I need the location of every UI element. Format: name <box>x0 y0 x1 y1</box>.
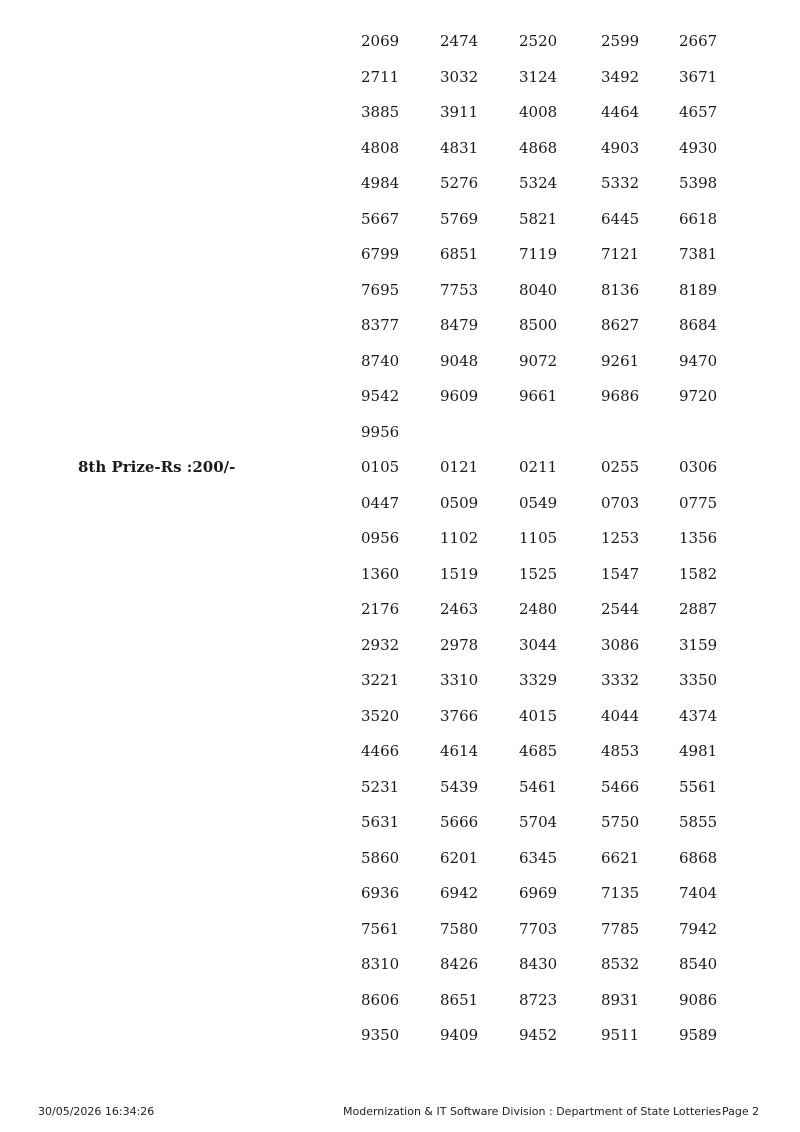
ticket-number: 3350 <box>679 671 718 689</box>
ticket-number: 3086 <box>601 635 640 654</box>
ticket-number: 8740 <box>361 351 400 370</box>
ticket-number: 2667 <box>679 32 718 50</box>
ticket-number: 2544 <box>601 600 640 618</box>
ticket-number: 5439 <box>440 777 479 796</box>
footer-page-number: Page 2 <box>722 1105 760 1118</box>
ticket-number: 7703 <box>519 919 558 938</box>
ticket-number: 8627 <box>601 316 640 334</box>
ticket-number: 4853 <box>601 742 640 760</box>
ticket-number: 0306 <box>679 458 718 476</box>
number-row <box>0 244 800 264</box>
ticket-number: 0509 <box>440 493 479 512</box>
number-row <box>0 67 800 87</box>
ticket-number: 5750 <box>601 813 640 831</box>
ticket-number: 5821 <box>519 209 558 228</box>
ticket-number: 6445 <box>601 209 640 228</box>
ticket-number: 4868 <box>519 138 558 157</box>
number-row <box>0 31 800 51</box>
ticket-number: 5332 <box>601 174 640 192</box>
ticket-number: 1519 <box>440 564 479 583</box>
ticket-number: 0703 <box>601 493 640 512</box>
ticket-number: 5704 <box>519 813 558 831</box>
ticket-number: 7561 <box>361 919 400 938</box>
ticket-number: 2463 <box>440 600 479 618</box>
ticket-number: 9409 <box>440 1026 479 1044</box>
ticket-number: 3885 <box>361 103 400 121</box>
ticket-number: 7404 <box>679 884 718 902</box>
ticket-number: 3520 <box>361 706 400 725</box>
number-row <box>0 883 800 903</box>
ticket-number: 0211 <box>519 458 558 476</box>
number-row <box>0 351 800 371</box>
ticket-number: 2176 <box>361 600 400 618</box>
ticket-number: 3492 <box>601 67 640 86</box>
ticket-number: 8189 <box>679 280 718 299</box>
ticket-number: 3766 <box>440 706 479 725</box>
number-row <box>0 138 800 158</box>
ticket-number: 1102 <box>440 529 479 547</box>
ticket-number: 5398 <box>679 174 718 192</box>
ticket-number: 3124 <box>519 67 558 86</box>
ticket-number: 4015 <box>519 706 558 725</box>
ticket-number: 4903 <box>601 138 640 157</box>
ticket-number: 5667 <box>361 209 400 228</box>
ticket-number: 2711 <box>361 67 400 86</box>
ticket-number: 7695 <box>361 280 400 299</box>
ticket-number: 7135 <box>601 884 640 902</box>
ticket-number: 3671 <box>679 67 718 86</box>
ticket-number: 1105 <box>519 529 558 547</box>
ticket-number: 4464 <box>601 103 640 121</box>
ticket-number: 9470 <box>679 351 718 370</box>
number-row <box>0 315 800 335</box>
ticket-number: 6936 <box>361 884 400 902</box>
number-row <box>0 457 800 477</box>
prize-label: 8th Prize-Rs :200/- <box>78 458 236 476</box>
ticket-number: 9609 <box>440 387 479 405</box>
number-row <box>0 954 800 974</box>
ticket-number: 7942 <box>679 919 718 938</box>
number-row <box>0 635 800 655</box>
ticket-number: 9589 <box>679 1026 718 1044</box>
ticket-number: 0105 <box>361 458 400 476</box>
ticket-number: 2520 <box>519 32 558 50</box>
ticket-number: 3044 <box>519 635 558 654</box>
ticket-number: 9956 <box>361 422 400 441</box>
ticket-number: 2599 <box>601 32 640 50</box>
ticket-number: 5855 <box>679 813 718 831</box>
ticket-number: 9261 <box>601 351 640 370</box>
ticket-number: 8684 <box>679 316 718 334</box>
ticket-number: 2480 <box>519 600 558 618</box>
ticket-number: 4685 <box>519 742 558 760</box>
ticket-number: 6851 <box>440 245 479 263</box>
number-row <box>0 848 800 868</box>
ticket-number: 8931 <box>601 990 640 1009</box>
ticket-number: 3911 <box>440 103 479 121</box>
ticket-number: 8500 <box>519 316 558 334</box>
ticket-number: 9452 <box>519 1026 558 1044</box>
number-row <box>0 173 800 193</box>
ticket-number: 2932 <box>361 635 400 654</box>
ticket-number: 9686 <box>601 387 640 405</box>
ticket-number: 6621 <box>601 848 640 867</box>
ticket-number: 2887 <box>679 600 718 618</box>
number-row <box>0 564 800 584</box>
ticket-number: 9048 <box>440 351 479 370</box>
ticket-number: 8532 <box>601 955 640 973</box>
ticket-number: 6201 <box>440 848 479 867</box>
ticket-number: 9661 <box>519 387 558 405</box>
number-row <box>0 706 800 726</box>
ticket-number: 0255 <box>601 458 640 476</box>
ticket-number: 2474 <box>440 32 479 50</box>
number-row <box>0 493 800 513</box>
ticket-number: 8040 <box>519 280 558 299</box>
ticket-number: 8606 <box>361 990 400 1009</box>
ticket-number: 7785 <box>601 919 640 938</box>
ticket-number: 0775 <box>679 493 718 512</box>
ticket-number: 9511 <box>601 1026 640 1044</box>
ticket-number: 1360 <box>361 564 400 583</box>
ticket-number: 4374 <box>679 706 718 725</box>
ticket-number: 4831 <box>440 138 479 157</box>
number-row <box>0 919 800 939</box>
number-row <box>0 741 800 761</box>
ticket-number: 6969 <box>519 884 558 902</box>
ticket-number: 3329 <box>519 671 558 689</box>
ticket-number: 0447 <box>361 493 400 512</box>
ticket-number: 9720 <box>679 387 718 405</box>
ticket-number: 7121 <box>601 245 640 263</box>
ticket-number: 5666 <box>440 813 479 831</box>
ticket-number: 4614 <box>440 742 479 760</box>
number-row <box>0 670 800 690</box>
ticket-number: 3310 <box>440 671 479 689</box>
ticket-number: 5860 <box>361 848 400 867</box>
ticket-number: 1582 <box>679 564 718 583</box>
ticket-number: 4466 <box>361 742 400 760</box>
number-row <box>0 209 800 229</box>
number-row <box>0 386 800 406</box>
ticket-number: 1356 <box>679 529 718 547</box>
ticket-number: 6799 <box>361 245 400 263</box>
ticket-number: 8377 <box>361 316 400 334</box>
ticket-number: 7381 <box>679 245 718 263</box>
ticket-number: 5769 <box>440 209 479 228</box>
ticket-number: 3221 <box>361 671 400 689</box>
ticket-number: 4930 <box>679 138 718 157</box>
ticket-number: 3332 <box>601 671 640 689</box>
ticket-number: 1547 <box>601 564 640 583</box>
ticket-number: 5231 <box>361 777 400 796</box>
ticket-number: 8310 <box>361 955 400 973</box>
ticket-number: 8540 <box>679 955 718 973</box>
ticket-number: 5276 <box>440 174 479 192</box>
ticket-number: 9350 <box>361 1026 400 1044</box>
ticket-number: 4657 <box>679 103 718 121</box>
footer-division: Modernization & IT Software Division : Department of State Lotteries <box>343 1105 722 1118</box>
number-row <box>0 777 800 797</box>
ticket-number: 0956 <box>361 529 400 547</box>
ticket-number: 8136 <box>601 280 640 299</box>
number-row <box>0 599 800 619</box>
ticket-number: 3159 <box>679 635 718 654</box>
ticket-number: 4984 <box>361 174 400 192</box>
number-row <box>0 528 800 548</box>
footer-timestamp: 30/05/2026 16:34:26 <box>38 1105 155 1118</box>
ticket-number: 5466 <box>601 777 640 796</box>
ticket-number: 1253 <box>601 529 640 547</box>
ticket-number: 9542 <box>361 387 400 405</box>
ticket-number: 2069 <box>361 32 400 50</box>
ticket-number: 6942 <box>440 884 479 902</box>
number-row <box>0 1025 800 1045</box>
number-row <box>0 422 800 442</box>
ticket-number: 9072 <box>519 351 558 370</box>
ticket-number: 8479 <box>440 316 479 334</box>
ticket-number: 4981 <box>679 742 718 760</box>
ticket-number: 9086 <box>679 990 718 1009</box>
ticket-number: 5461 <box>519 777 558 796</box>
ticket-number: 5631 <box>361 813 400 831</box>
ticket-number: 6345 <box>519 848 558 867</box>
ticket-number: 8723 <box>519 990 558 1009</box>
ticket-number: 8426 <box>440 955 479 973</box>
number-row <box>0 812 800 832</box>
ticket-number: 2978 <box>440 635 479 654</box>
ticket-number: 4008 <box>519 103 558 121</box>
number-row <box>0 102 800 122</box>
number-row <box>0 990 800 1010</box>
ticket-number: 5324 <box>519 174 558 192</box>
ticket-number: 7580 <box>440 919 479 938</box>
ticket-number: 6618 <box>679 209 718 228</box>
ticket-number: 1525 <box>519 564 558 583</box>
ticket-number: 7753 <box>440 280 479 299</box>
ticket-number: 7119 <box>519 245 558 263</box>
ticket-number: 0121 <box>440 458 479 476</box>
ticket-number: 8430 <box>519 955 558 973</box>
ticket-number: 0549 <box>519 493 558 512</box>
ticket-number: 4808 <box>361 138 400 157</box>
ticket-number: 6868 <box>679 848 718 867</box>
number-row <box>0 280 800 300</box>
ticket-number: 4044 <box>601 706 640 725</box>
ticket-number: 5561 <box>679 777 718 796</box>
ticket-number: 8651 <box>440 990 479 1009</box>
ticket-number: 3032 <box>440 67 479 86</box>
